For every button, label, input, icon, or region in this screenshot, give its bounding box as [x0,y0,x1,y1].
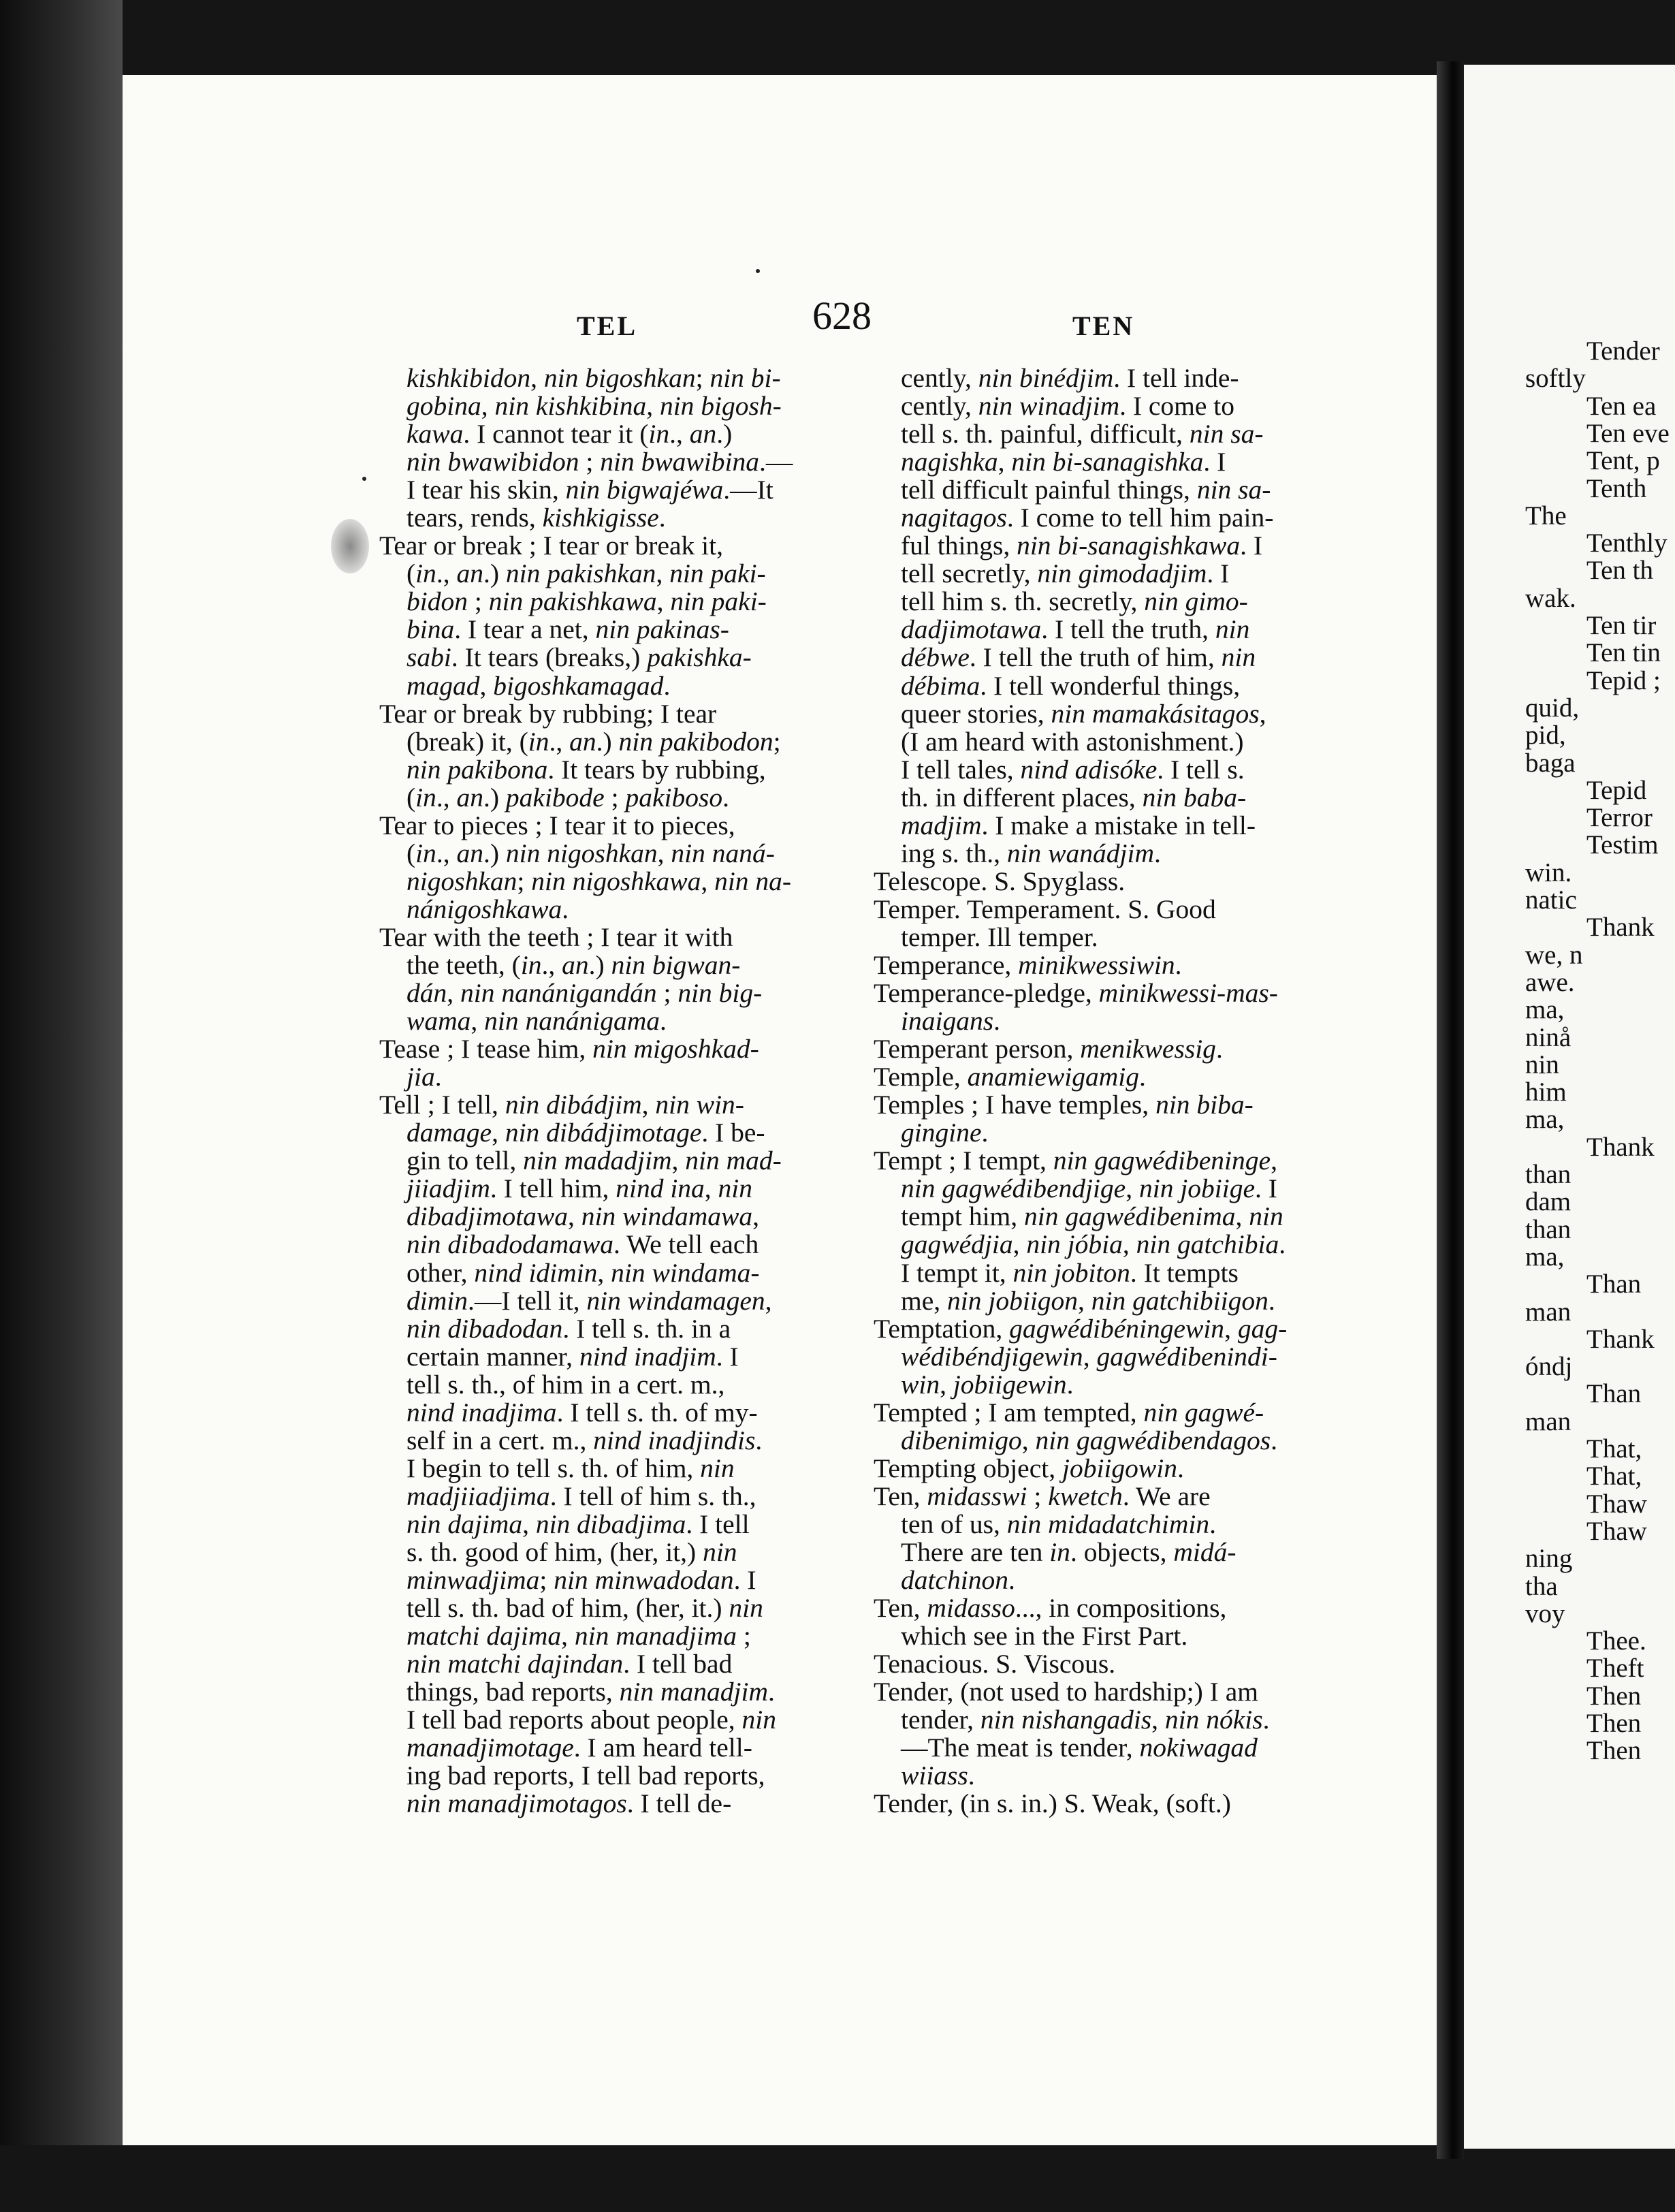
entry-line: I begin to tell s. th. of him, nin [406,1453,735,1483]
entry-headword-line: Tell ; I tell, nin dibádjim, nin win- [379,1090,744,1120]
entry-line: madjim. I make a mistake in tell- [901,810,1256,840]
entry-headword-line: Temperant person, menikwessig. [874,1034,1223,1064]
adjacent-page-line: man [1525,1406,1572,1436]
entry-line: kawa. I cannot tear it (in., an.) [406,419,733,449]
scan-border-top [0,0,1675,75]
entry-line: tender, nin nishangadis, nin nókis. [901,1705,1270,1735]
adjacent-page-line: Thaw [1586,1489,1647,1519]
entry-line: things, bad reports, nin manadjim. [406,1677,775,1707]
entry-line: magad, bigoshkamagad. [406,670,671,701]
entry-line: matchi dajima, nin manadjima ; [406,1621,751,1652]
adjacent-page-line: Ten th [1586,556,1653,586]
adjacent-page-line: Ten tin [1586,638,1661,668]
adjacent-page-line: pid, [1525,721,1566,750]
entry-line: nin dibadodamawa. We tell each [406,1229,759,1260]
page-number: 628 [812,294,872,338]
adjacent-page-line: Thee. [1586,1626,1646,1656]
entry-line: (in., an.) nin pakishkan, nin paki- [406,558,766,589]
entry-headword-line: Tender, (in s. in.) S. Weak, (soft.) [874,1788,1231,1819]
entry-line: I tell bad reports about people, nin [406,1705,776,1735]
adjacent-page-line: wak. [1525,583,1576,613]
entry-line: datchinon. [901,1565,1015,1596]
entry-line: (break) it, (in., an.) nin pakibodon; [406,726,781,757]
entry-headword-line: Tempting object, jobiigowin. [874,1453,1184,1483]
entry-line: gingine. [901,1118,989,1148]
entry-line: win, jobiigewin. [901,1369,1074,1400]
entry-line: bidon ; nin pakishkawa, nin paki- [406,586,767,617]
entry-line: madjiiadjima. I tell of him s. th., [406,1481,756,1511]
dictionary-column-right [874,364,1287,1818]
adjacent-page-line: we, n [1525,940,1583,970]
entry-line: débima. I tell wonderful things, [901,670,1241,701]
ink-smudge [331,519,369,573]
entry-headword-line: Tempt ; I tempt, nin gagwédibeninge, [874,1146,1277,1176]
entry-headword-line: Tear or break ; I tear or break it, [379,531,723,561]
entry-line: manadjimotage. I am heard tell- [406,1733,752,1763]
entry-line: tell secretly, nin gimodadjim. I [901,558,1230,589]
adjacent-page-line: ning [1525,1544,1573,1574]
entry-line: tears, rends, kishkigisse. [406,503,666,533]
entry-line: ing bad reports, I tell bad reports, [406,1760,765,1791]
entry-line: tempt him, nin gagwédibenima, nin [901,1201,1283,1232]
entry-line: nánigoshkawa. [406,894,569,924]
adjacent-page-line: Tenthly [1586,528,1668,558]
entry-line: I tempt it, nin jobiton. It tempts [901,1257,1239,1288]
adjacent-page-line: Thank [1586,913,1655,943]
entry-headword-line: Tease ; I tease him, nin migoshkad- [379,1034,759,1064]
entry-line: gagwédjia, nin jóbia, nin gatchibia. [901,1229,1286,1260]
entry-headword-line: Tempted ; I am tempted, nin gagwé- [874,1397,1264,1427]
entry-line: minwadjima; nin minwadodan. I [406,1565,756,1596]
adjacent-page-line: Tenth [1586,473,1647,503]
entry-line: sabi. It tears (breaks,) pakishka- [406,642,752,673]
entry-line: cently, nin binédjim. I tell inde- [901,363,1239,393]
adjacent-page-line: tha [1525,1571,1558,1601]
entry-headword-line: Temperance, minikwessiwin. [874,949,1182,980]
entry-headword-line: Tender, (not used to hardship;) I am [874,1677,1258,1707]
adjacent-page-line: Tender [1586,336,1660,366]
entry-headword-line: Ten, midasso..., in compositions, [874,1593,1227,1624]
entry-line: bina. I tear a net, nin pakinas- [406,614,729,645]
entry-line: queer stories, nin mamakásitagos, [901,698,1266,729]
adjacent-page-line: him [1525,1077,1567,1107]
entry-line: nin dibadodan. I tell s. th. in a [406,1313,731,1344]
adjacent-page-line: That, [1586,1462,1642,1491]
adjacent-page-line: than [1525,1214,1572,1244]
entry-line: me, nin jobiigon, nin gatchibiigon. [901,1285,1275,1316]
adjacent-page-line: voy [1525,1598,1565,1628]
entry-line: I tear his skin, nin bigwajéwa.—It [406,475,773,505]
entry-line: tell s. th. painful, difficult, nin sa- [901,419,1264,449]
adjacent-page-line: Than [1586,1379,1642,1409]
entry-line: There are ten in. objects, midá- [901,1536,1237,1567]
entry-line: gin to tell, nin madadjim, nin mad- [406,1146,782,1176]
adjacent-page-line: ma, [1525,995,1565,1025]
entry-headword-line: Temple, anamiewigamig. [874,1062,1146,1092]
adjacent-page-line: Ten ea [1586,391,1657,421]
entry-line: nagitagos. I come to tell him pain- [901,503,1274,533]
entry-line: kishkibidon, nin bigoshkan; nin bi- [406,363,781,393]
entry-line: which see in the First Part. [901,1621,1188,1652]
entry-line: tell difficult painful things, nin sa- [901,475,1271,505]
entry-line: dadjimotawa. I tell the truth, nin [901,614,1250,645]
adjacent-page-line: Then [1586,1736,1642,1766]
entry-line: inaigans. [901,1006,1000,1037]
entry-line: temper. Ill temper. [901,921,1098,952]
entry-line: nind inadjima. I tell s. th. of my- [406,1397,758,1427]
entry-headword-line: Temperance-pledge, minikwessi-mas- [874,978,1278,1009]
entry-headword-line: Tear to pieces ; I tear it to pieces, [379,810,735,840]
scan-border-bottom [0,2145,1675,2212]
entry-line: wiiass. [901,1760,975,1791]
entry-line: nin dajima, nin dibadjima. I tell [406,1508,750,1539]
entry-line: cently, nin winadjim. I come to [901,391,1235,422]
entry-line: (in., an.) pakibode ; pakiboso. [406,782,729,812]
entry-line: s. th. good of him, (her, it,) nin [406,1536,737,1567]
adjacent-page-line: Ten tir [1586,611,1657,640]
adjacent-page-line: Ten eve [1586,418,1670,448]
entry-line: (I am heard with astonishment.) [901,726,1244,757]
adjacent-page-line: softly [1525,364,1586,394]
ink-speck [756,269,760,273]
entry-line: the teeth, (in., an.) nin bigwan- [406,949,741,980]
entry-line: nin manadjimotagos. I tell de- [406,1788,732,1819]
entry-line: jia. [406,1062,442,1092]
entry-headword-line: Temptation, gagwédibéningewin, gag- [874,1313,1288,1344]
adjacent-page-line: ninå [1525,1022,1572,1052]
book-gutter [1437,61,1464,2159]
entry-line: débwe. I tell the truth of him, nin [901,642,1256,673]
entry-line: jiiadjim. I tell him, nind ina, nin [406,1173,753,1204]
adjacent-page-line: ma, [1525,1105,1565,1135]
entry-line: ful things, nin bi-sanagishkawa. I [901,531,1263,561]
adjacent-page-line: Thank [1586,1132,1655,1162]
entry-line: dibenimigo, nin gagwédibendagos. [901,1425,1277,1455]
entry-line: wédibéndjigewin, gagwédibenindi- [901,1341,1277,1372]
running-head-right: TEN [1072,311,1135,341]
entry-line: gobina, nin kishkibina, nin bigosh- [406,391,782,422]
entry-line: nin pakibona. It tears by rubbing, [406,754,766,785]
adjacent-page-line: baga [1525,748,1576,778]
entry-line: nin matchi dajindan. I tell bad [406,1649,733,1679]
entry-line: —The meat is tender, nokiwagad [901,1733,1258,1763]
entry-line: nigoshkan; nin nigoshkawa, nin na- [406,866,792,896]
entry-headword-line: Tenacious. S. Viscous. [874,1649,1116,1679]
adjacent-page-line: than [1525,1160,1572,1189]
adjacent-page-line: man [1525,1297,1572,1327]
adjacent-page-line: Then [1586,1681,1642,1711]
entry-line: certain manner, nind inadjim. I [406,1341,739,1372]
entry-line: damage, nin dibádjimotage. I be- [406,1118,765,1148]
adjacent-page-line: quid, [1525,693,1580,723]
adjacent-page-line: Thank [1586,1324,1655,1354]
dictionary-column-left [379,364,793,1818]
entry-line: ten of us, nin midadatchimin. [901,1508,1217,1539]
entry-line: wama, nin nanánigama. [406,1006,667,1037]
adjacent-page-line: Terror [1586,803,1653,833]
adjacent-page-line: Than [1586,1269,1642,1299]
entry-line: nagishka, nin bi-sanagishka. I [901,447,1226,477]
entry-line: tell him s. th. secretly, nin gimo- [901,586,1248,617]
running-head-left: TEL [577,311,638,341]
entry-headword-line: Telescope. S. Spyglass. [874,866,1126,896]
entry-headword-line: Ten, midasswi ; kwetch. We are [874,1481,1211,1511]
entry-line: dibadjimotawa, nin windamawa, [406,1201,759,1232]
entry-headword-line: Temper. Temperament. S. Good [874,894,1216,924]
adjacent-page-line: The [1525,501,1567,531]
entry-line: dán, nin nanánigandán ; nin big- [406,978,763,1009]
adjacent-page-fragment [1464,65,1675,2149]
adjacent-page-line: Then [1586,1709,1642,1738]
entry-line: tell s. th. bad of him, (her, it.) nin [406,1593,763,1624]
adjacent-page-line: ma, [1525,1242,1565,1271]
adjacent-page-line: natic [1525,885,1577,915]
adjacent-page-line: óndj [1525,1352,1573,1382]
entry-headword-line: Tear with the teeth ; I tear it with [379,921,733,952]
adjacent-page-line: win. [1525,857,1572,887]
ink-speck [362,477,366,481]
adjacent-page-line: That, [1586,1434,1642,1464]
entry-line: tell s. th., of him in a cert. m., [406,1369,725,1400]
entry-headword-line: Tear or break by rubbing; I tear [379,698,717,729]
adjacent-page-line: Tent, p [1586,446,1660,476]
adjacent-page-line: Tepid [1586,775,1647,805]
entry-line: (in., an.) nin nigoshkan, nin naná- [406,838,775,868]
scan-border-left [0,0,123,2212]
adjacent-page-line: Thaw [1586,1516,1647,1546]
entry-line: th. in different places, nin baba- [901,782,1247,812]
adjacent-page-line: Theft [1586,1654,1644,1684]
entry-line: I tell tales, nind adisóke. I tell s. [901,754,1245,785]
entry-line: ing s. th., nin wanádjim. [901,838,1161,868]
entry-line: dimin.—I tell it, nin windamagen, [406,1285,772,1316]
entry-line: other, nind idimin, nin windama- [406,1257,760,1288]
adjacent-page-line: Testim [1586,830,1659,860]
entry-line: nin bwawibidon ; nin bwawibina.— [406,447,793,477]
adjacent-page-line: awe. [1525,967,1575,997]
adjacent-page-line: Tepid ; [1586,665,1661,695]
entry-headword-line: Temples ; I have temples, nin biba- [874,1090,1254,1120]
entry-line: nin gagwédibendjige, nin jobiige. I [901,1173,1277,1204]
adjacent-page-line: nin [1525,1049,1559,1079]
adjacent-page-line: dam [1525,1187,1572,1217]
entry-line: self in a cert. m., nind inadjindis. [406,1425,763,1455]
